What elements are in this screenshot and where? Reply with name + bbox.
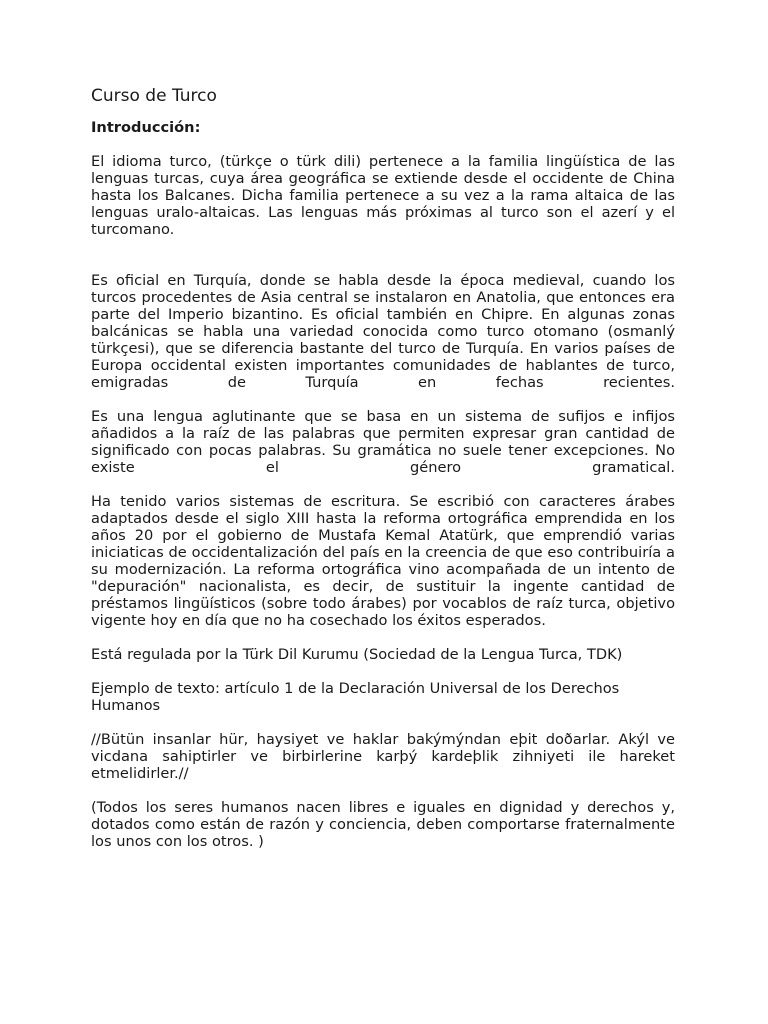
paragraph-regulation: Está regulada por la Türk Dil Kurumu (Sociedad de la Lengua Turca, TDK) <box>91 646 623 663</box>
document-title: Curso de Turco <box>91 86 217 106</box>
paragraph-official: Es oficial en Turquía, donde se habla desde la época medieval, cuando los turcos procedentes de Asia central se instalaron en Anatolia, que entonces era parte del Imperio bizantino. Es oficial también en Chipre. En algunas zonas balcánicas se habla una variedad conocida como turco otomano (osmanlý türkçesi), que se diferencia bastante del turco de Turquía. En varios países de Europa occidental existen importantes comunidades de hablantes de turco, emigradas de Turquía en fechas recientes. <box>91 272 675 391</box>
paragraph-turkish-example: //Bütün insanlar hür, haysiyet ve haklar bakýmýndan eþit doðarlar. Akýl ve vicdana sahiptirler ve birbirlerine karþý kardeþlik zihniyeti ile hareket etmelidirler.// <box>91 731 675 782</box>
paragraph-writing-systems: Ha tenido varios sistemas de escritura. Se escribió con caracteres árabes adaptados desde el siglo XIII hasta la reforma ortográfica emprendida en los años 20 por el gobierno de Mustafa Kemal Atatürk, que emprendió varias iniciaticas de occidentalización del país en la creencia de que eso contribuiría a su modernización. La reforma ortográfica vino acompañada de un intento de "depuración" nacionalista, es decir, de sustituir la ingente cantidad de préstamos lingüísticos (sobre todo árabes) por vocablos de raíz turca, objetivo vigente hoy en día que no ha cosechado los éxitos esperados. <box>91 493 675 629</box>
paragraph-spanish-translation: (Todos los seres humanos nacen libres e iguales en dignidad y derechos y, dotados como están de razón y conciencia, deben comportarse fraternalmente los unos con los otros. ) <box>91 799 675 850</box>
paragraph-example-heading: Ejemplo de texto: artículo 1 de la Declaración Universal de los Derechos Humanos <box>91 680 620 714</box>
paragraph-agglutinative: Es una lengua aglutinante que se basa en un sistema de sufijos e infijos añadidos a la raíz de las palabras que permiten expresar gran cantidad de significado con pocas palabras. Su gramática no suele tener excepciones. No existe el género gramatical. <box>91 408 675 476</box>
document-page <box>91 86 675 867</box>
section-heading: Introducción: <box>91 119 201 136</box>
paragraph-intro: El idioma turco, (türkçe o türk dili) pertenece a la familia lingüística de las lenguas turcas, cuya área geográfica se extiende desde el occidente de China hasta los Balcanes. Dicha familia pertenece a su vez a la rama altaica de las lenguas uralo-altaicas. Las lenguas más próximas al turco son el azerí y el turcomano. <box>91 153 675 238</box>
